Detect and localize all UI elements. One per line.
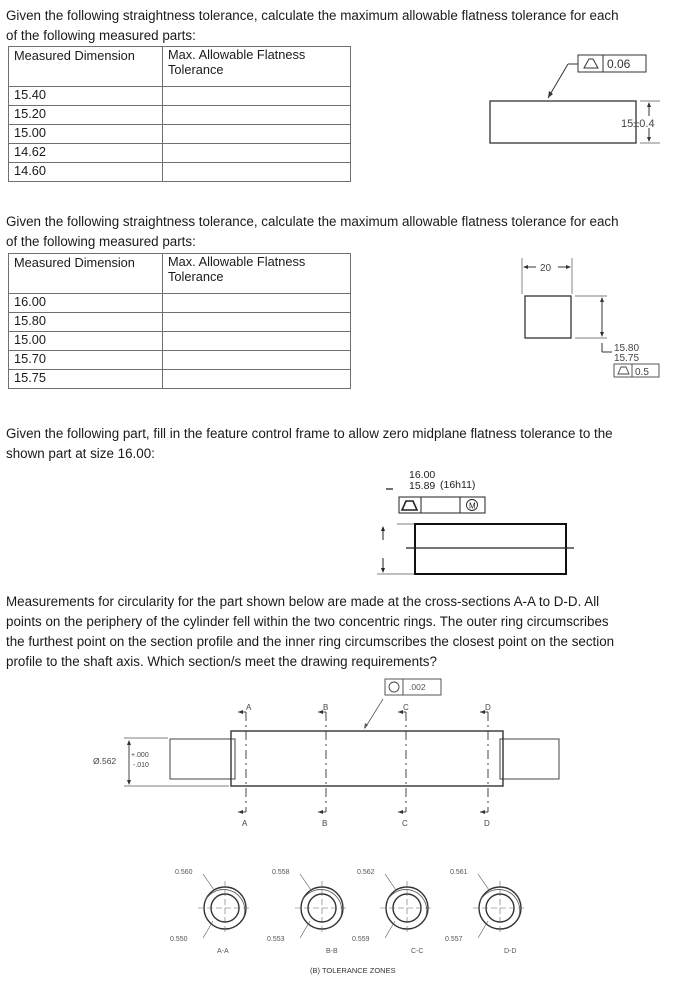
outer-diameter-label: 0.560 (175, 869, 193, 876)
col-header-measured: Measured Dimension (9, 47, 163, 87)
dim-upper: 15.80 (614, 343, 640, 354)
col-header-measured: Measured Dimension (9, 254, 163, 294)
question-3-line: shown part at size 16.00: (6, 446, 155, 461)
inner-diameter-label: 0.553 (267, 936, 285, 943)
leader-line (203, 921, 213, 938)
question-2-line: of the following measured parts: (6, 234, 196, 249)
leader-line (203, 874, 214, 890)
question-4-line: the furthest point on the section profile and the inner ring circumscribes the closest point on the section (6, 634, 615, 649)
col-header-tolerance: Max. Allowable Flatness Tolerance (163, 254, 351, 294)
tolerance-minus: -.010 (133, 762, 149, 769)
cut-letter-top: B (323, 703, 329, 712)
dimension-label: 15±0.4 (621, 118, 655, 130)
figure-caption: (B) TOLERANCE ZONES (310, 966, 396, 975)
cut-letter-top: C (403, 703, 409, 712)
outer-diameter-label: 0.561 (450, 869, 468, 876)
dim-lower: 15.89 (409, 480, 436, 492)
tolerance-plus: +.000 (131, 752, 149, 759)
inner-diameter-label: 0.559 (352, 936, 370, 943)
leader-line (478, 921, 488, 938)
fcf-value: .002 (409, 682, 426, 692)
cut-letter-top: A (246, 703, 252, 712)
cutting-plane-arrow-icon (238, 710, 485, 814)
fit-class: (16h11) (440, 479, 476, 491)
diameter-label: Ø.562 (93, 756, 117, 766)
inner-diameter-label: 0.557 (445, 936, 463, 943)
measured-cell: 15.00 (9, 332, 163, 351)
question-3-line: Given the following part, fill in the feature control frame to allow zero midplane flatness tolerance to the (6, 426, 613, 441)
fcf-value: 0.06 (607, 57, 631, 71)
question-4-line: profile to the shaft axis. Which section/s meet the drawing requirements? (6, 654, 437, 669)
fcf-value: 0.5 (635, 367, 649, 378)
leader-line (478, 874, 489, 890)
section-views (170, 869, 527, 955)
measured-cell: 14.62 (9, 144, 163, 163)
dim-lower: 15.75 (614, 353, 640, 364)
cutting-planes (238, 712, 488, 812)
cut-letter-bottom: C (402, 819, 408, 828)
measured-cell: 14.60 (9, 163, 163, 182)
section-label: C-C (411, 948, 424, 955)
question-2-line: Given the following straightness tolerance, calculate the maximum allowable flatness tolerance for each (6, 214, 619, 229)
dim-upper: 16.00 (409, 469, 436, 481)
measured-cell: 15.80 (9, 313, 163, 332)
shaft-end-right (500, 739, 559, 779)
section-label: A-A (217, 948, 229, 955)
question-4-line: points on the periphery of the cylinder fell within the two concentric rings. The outer ring circumscribes (6, 614, 609, 629)
shaft-end-left (170, 739, 235, 779)
cut-letter-bottom: A (242, 819, 248, 828)
outer-diameter-label: 0.562 (357, 869, 375, 876)
cut-letter-bottom: D (484, 819, 490, 828)
measured-cell: 15.20 (9, 106, 163, 125)
mmc-modifier: M (469, 501, 476, 511)
col-header-tolerance: Max. Allowable Flatness Tolerance (163, 47, 351, 87)
leader-line (300, 921, 310, 938)
circularity-symbol-icon (389, 682, 399, 692)
cut-letter-top: D (485, 703, 491, 712)
leader-line (385, 874, 396, 890)
leader-line (385, 921, 395, 938)
measured-cell: 15.40 (9, 87, 163, 106)
width-dimension: 20 (540, 263, 552, 274)
leader-line (300, 874, 311, 890)
measured-cell: 15.00 (9, 125, 163, 144)
question-4-line: Measurements for circularity for the part shown below are made at the cross-sections A-A to D-D. All (6, 594, 600, 609)
shaft-body (231, 731, 503, 786)
question-1-line: of the following measured parts: (6, 28, 196, 43)
inner-diameter-label: 0.550 (170, 936, 188, 943)
leader-line (365, 699, 383, 728)
section-label: D-D (504, 948, 517, 955)
measured-cell: 16.00 (9, 294, 163, 313)
question-1-line: Given the following straightness tolerance, calculate the maximum allowable flatness tolerance for each (6, 8, 619, 23)
measured-cell: 15.75 (9, 370, 163, 389)
outer-diameter-label: 0.558 (272, 869, 290, 876)
section-label: B-B (326, 948, 338, 955)
cut-letter-bottom: B (322, 819, 328, 828)
measured-cell: 15.70 (9, 351, 163, 370)
